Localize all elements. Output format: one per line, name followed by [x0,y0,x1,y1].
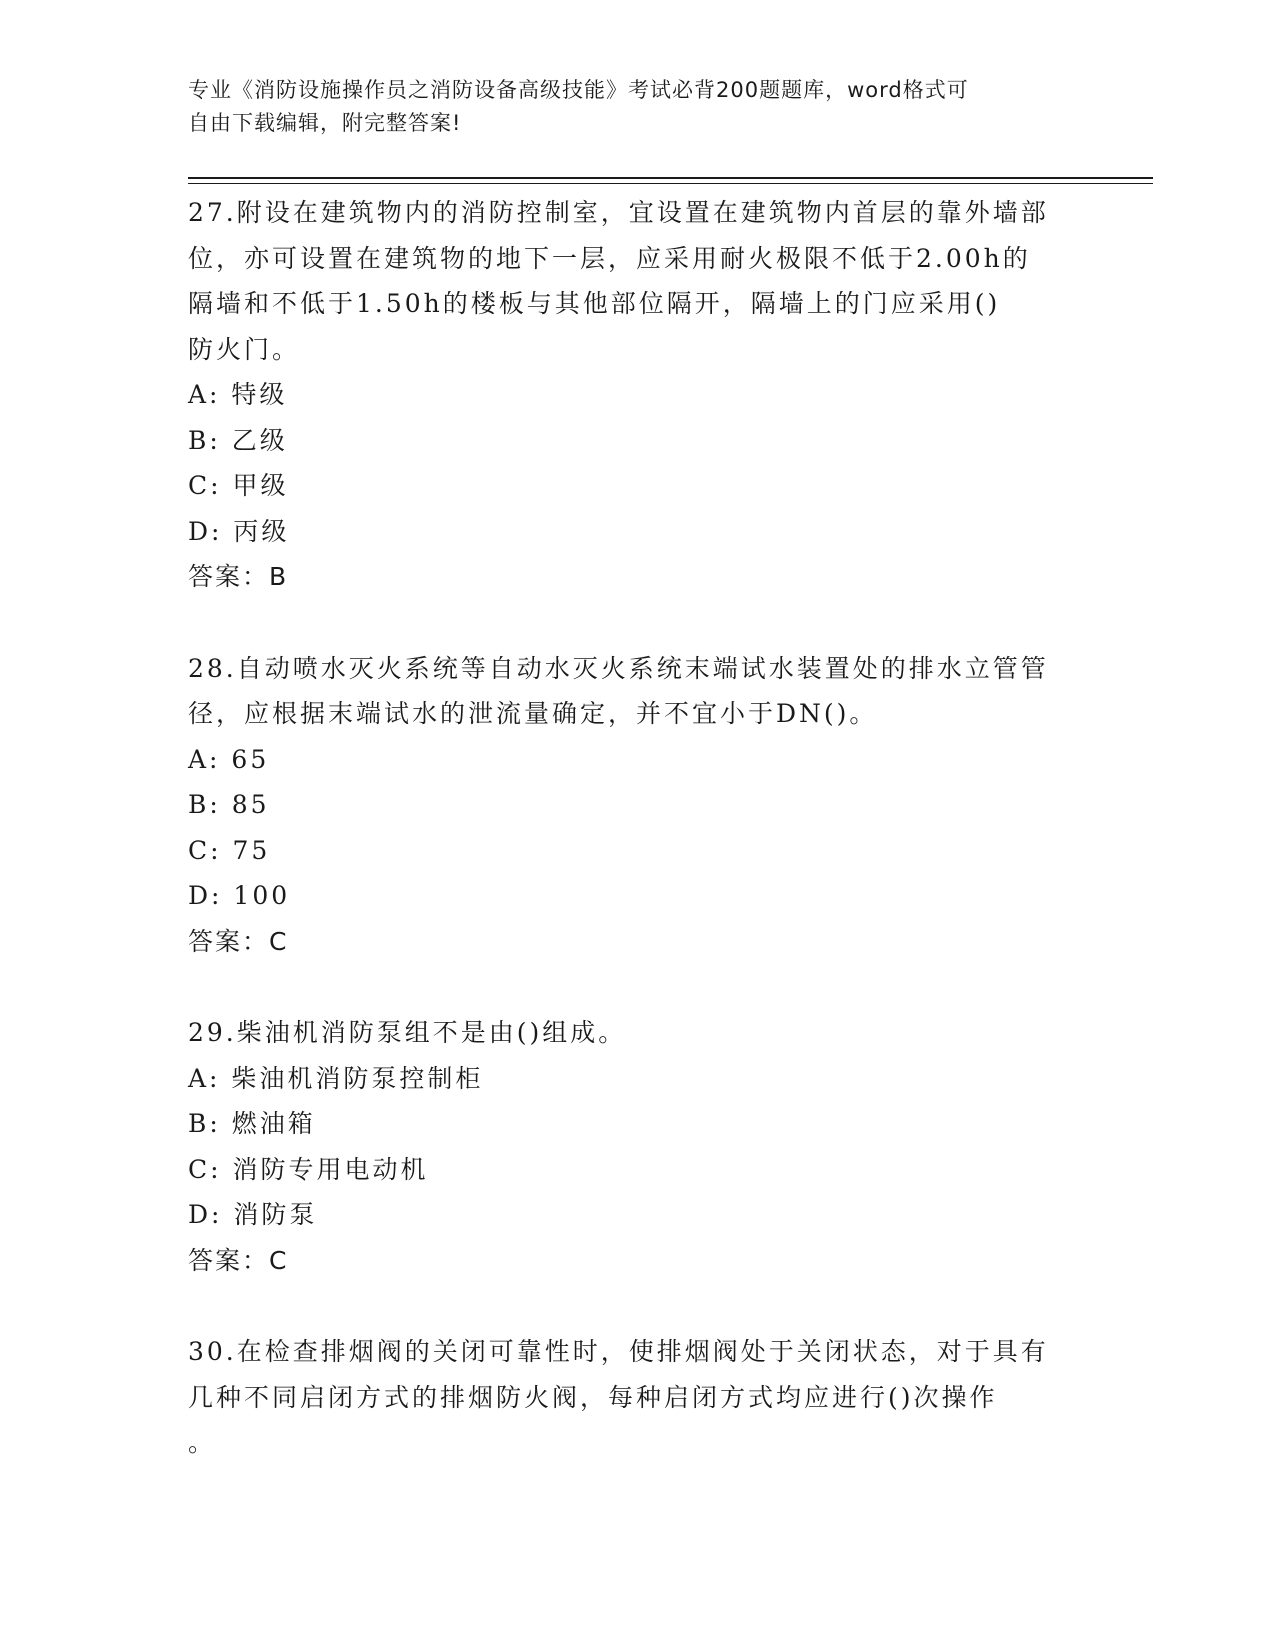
stem-line: 防火门。 [188,334,301,364]
header-line-2: 自由下载编辑，附完整答案! [188,111,462,135]
header-divider-thick [188,177,1153,179]
option-b: B: 燃油箱 [188,1109,316,1138]
stem-line: 位，亦可设置在建筑物的地下一层，应采用耐火极限不低于2.00h的 [188,243,1031,273]
option-d: D: 消防泵 [188,1200,318,1229]
option-a: A: 柴油机消防泵控制柜 [188,1063,484,1093]
option-d: D: 丙级 [188,516,290,546]
option-c: C: 甲级 [188,471,289,500]
stem-line: 27.附设在建筑物内的消防控制室，宜设置在建筑物内首层的靠外墙部 [188,198,1049,227]
header-divider-thin [188,183,1153,184]
question-stem [188,646,1088,737]
question-27 [188,190,1088,600]
question-spacer [188,964,1088,1010]
stem-line: 隔墙和不低于1.50h的楼板与其他部位隔开，隔墙上的门应采用() [188,289,1001,318]
question-stem [188,1329,1088,1466]
answer-line: 答案：B [188,562,289,591]
option-c: C: 消防专用电动机 [188,1154,429,1184]
stem-line: 几种不同启闭方式的排烟防火阀，每种启闭方式均应进行()次操作 [188,1382,998,1412]
stem-line: 。 [188,1428,217,1457]
answer-line: 答案：C [188,926,289,956]
option-b: B: 乙级 [188,425,288,455]
option-c: C: 75 [188,835,271,865]
question-29 [188,1010,1088,1283]
question-list [188,190,1088,1466]
question-30 [188,1329,1088,1466]
stem-line: 29.柴油机消防泵组不是由()组成。 [188,1018,627,1047]
question-28 [188,646,1088,965]
header-line-1: 专业《消防设施操作员之消防设备高级技能》考试必背200题题库，word格式可 [188,78,969,102]
stem-line: 30.在检查排烟阀的关闭可靠性时，使排烟阀处于关闭状态，对于具有 [188,1337,1049,1366]
answer-line: 答案：C [188,1245,289,1275]
stem-line: 径，应根据末端试水的泄流量确定，并不宜小于DN()。 [188,699,878,728]
stem-line: 28.自动喷水灭火系统等自动水灭火系统末端试水装置处的排水立管管 [188,653,1049,683]
question-stem [188,1010,1088,1056]
option-d: D: 100 [188,881,291,910]
question-spacer [188,1283,1088,1329]
option-a: A: 65 [188,744,270,774]
option-a: A: 特级 [188,380,288,409]
question-spacer [188,600,1088,646]
question-stem [188,190,1088,372]
option-b: B: 85 [188,790,270,819]
document-header [188,74,1068,140]
